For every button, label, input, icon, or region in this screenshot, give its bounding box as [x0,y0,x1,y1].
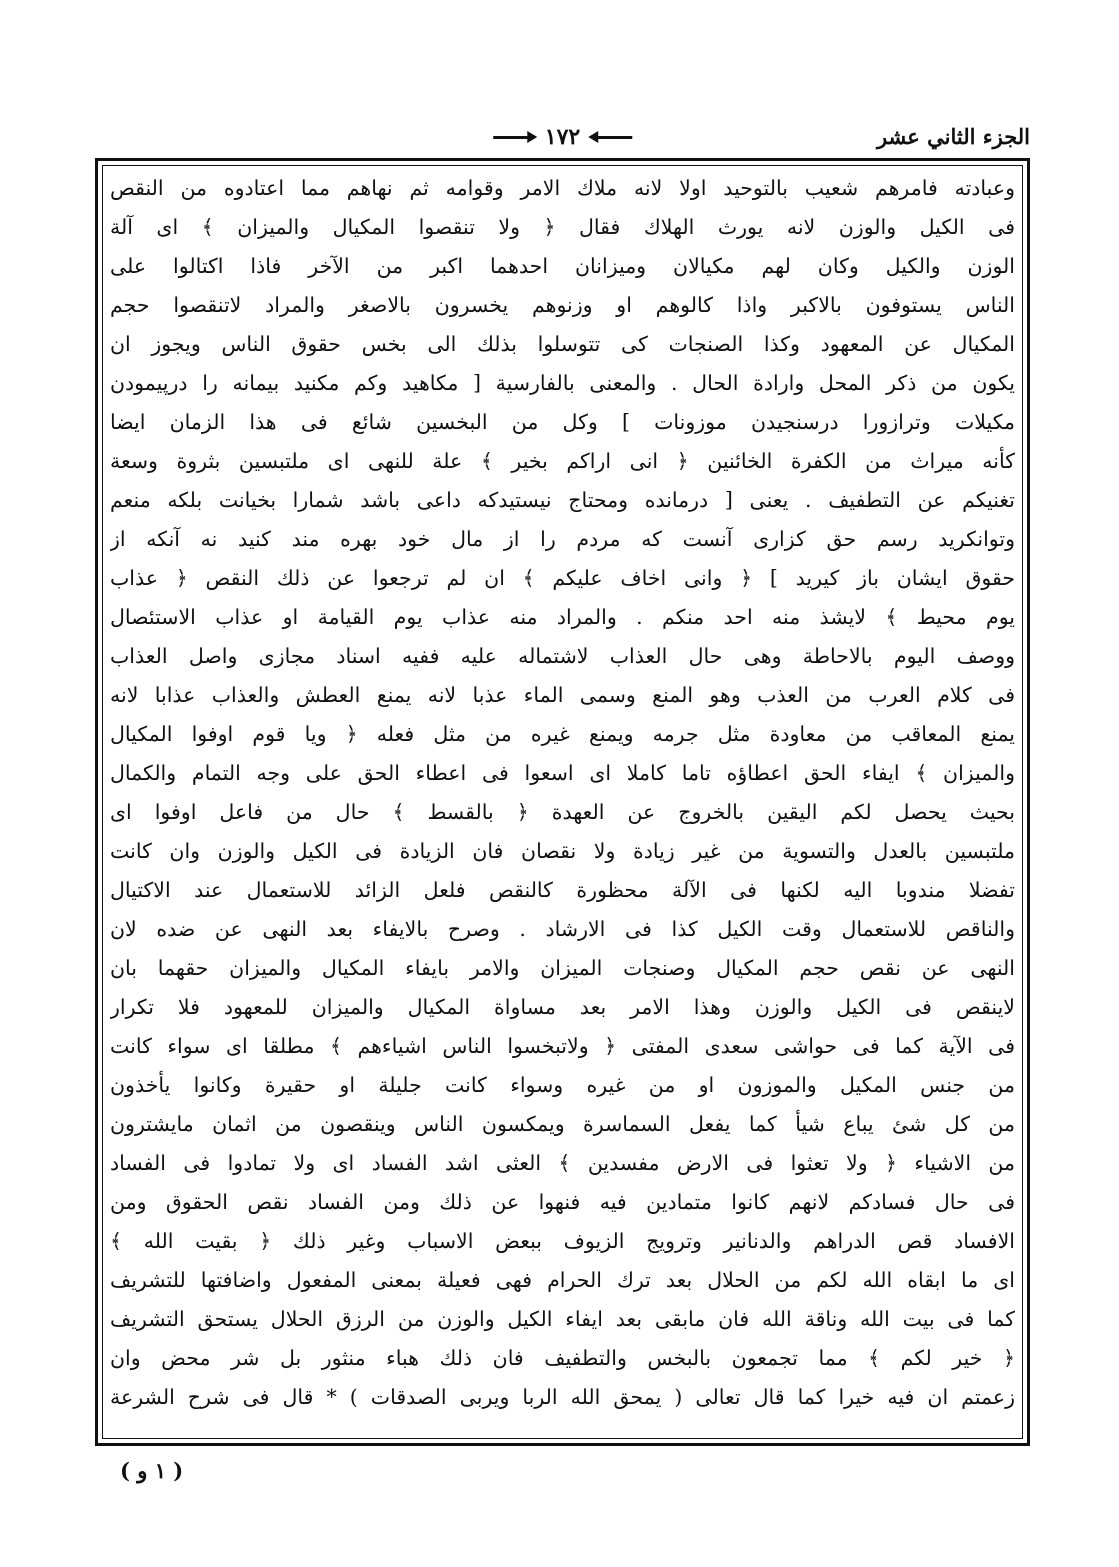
text-line: فى الآية كما فى حواشى سعدى المفتى ﴿ ولاتبخسوا الناس اشياءهم ﴾ مطلقا اى سواء كانت [110,1034,1015,1058]
text-line: يمنع المعاقب من معاودة مثل جرمه ويمنع غيره من مثل فعله ﴿ ويا قوم اوفوا المكيال [110,722,1015,746]
text-line: والميزان ﴾ ايفاء الحق اعطاؤه تاما كاملا اى اسعوا فى اعطاء الحق على وجه التمام والكمال [110,761,1015,785]
text-line: ملتبسين بالعدل والتسوية من غير زيادة ولا نقصان فان الزيادة فى الكيل والوزن وان كانت [110,839,1015,863]
text-line: فى حال فسادكم لانهم كانوا متمادين فيه فنهوا عن ذلك ومن الفساد نقص الحقوق ومن [110,1190,1015,1214]
text-line: كما فى بيت الله وناقة الله فان مابقى بعد ايفاء الكيل والوزن من الرزق الحلال يستحق التشريف [110,1307,1015,1331]
text-line: فى كلام العرب من العذب وهو المنع وسمى الماء عذبا لانه يمنع العطش والعذاب عذابا لانه [110,683,1015,707]
text-line: من كل شئ يباع شيأ كما يفعل السماسرة ويمكسون الناس وينقصون من اثمان مايشترون [110,1112,1015,1136]
text-line: حقوق ايشان باز كيريد ] ﴿ وانى اخاف عليكم ﴾ ان لم ترجعوا عن ذلك النقص ﴿ عذاب [110,566,1015,590]
text-line: تغنيكم عن التطفيف . يعنى [ درمانده ومحتاج نيستيدكه داعى باشد شمارا بخيانت بلكه منعم [110,488,1015,512]
text-line: فى الكيل والوزن لانه يورث الهلاك فقال ﴿ ولا تنقصوا المكيال والميزان ﴾ اى آلة [110,215,1015,239]
text-line: اى ما ابقاه الله لكم من الحلال بعد ترك الحرام فهى فعيلة بمعنى المفعول واضافتها للتشريف [110,1268,1015,1292]
text-line: زعمتم ان فيه خيرا كما قال تعالى ( يمحق الله الربا ويربى الصدقات ) * قال فى شرح الشرعة [110,1385,1015,1409]
text-line: ﴿ خير لكم ﴾ مما تجمعون بالبخس والتطفيف فان ذلك هباء منثور بل شر محض وان [110,1346,1015,1370]
text-line: الوزن والكيل وكان لهم مكيالان وميزانان احدهما اكبر من الآخر فاذا اكتالوا على [110,254,1015,278]
text-line: من الاشياء ﴿ ولا تعثوا فى الارض مفسدين ﴾ العثى اشد الفساد اى ولا تمادوا فى الفساد [110,1151,1015,1175]
text-line: مكيلات وترازورا درسنجيدن موزونات ] وكل من البخسين شائع فى هذا الزمان ايضا [110,410,1015,434]
text-line: النهى عن نقص حجم المكيال وصنجات الميزان والامر بايفاء المكيال والميزان حقهما بان [110,956,1015,980]
ornament-right-icon [592,132,632,142]
signature-mark: ( ١ و ) [120,1458,184,1483]
text-line: يكون من ذكر المحل وارادة الحال . والمعنى بالفارسية [ مكاهيد وكم مكنيد بيمانه را درپيمودن [110,371,1015,395]
text-line: المكيال عن المعهود وكذا الصنجات كى تتوسلوا بذلك الى بخس حقوق الناس ويجوز ان [110,332,1015,356]
text-line: الناس يستوفون بالاكبر واذا كالوهم او وزنوهم يخسرون بالاصغر والمراد لاتنقصوا حجم [110,293,1015,317]
text-line: تفضلا مندوبا اليه لكنها فى الآلة محظورة كالنقص فلعل الزائد للاستعمال عند الاكتيال [110,878,1015,902]
page-header [95,118,1030,158]
body-text [110,169,1015,1417]
text-line: كأنه ميراث من الكفرة الخائنين ﴿ انى اراكم بخير ﴾ علة للنهى اى ملتبسين بثروة وسعة [110,449,1015,473]
ornament-left-icon [493,132,533,142]
text-frame [95,158,1030,1446]
text-line: الافساد قص الدراهم والدنانير وترويج الزيوف ببعض الاسباب وغير ذلك ﴿ بقيت الله ﴾ [110,1229,1015,1253]
text-line: لاينقص فى الكيل والوزن وهذا الامر بعد مساواة المكيال والميزان للمعهود فلا تكرار [110,995,1015,1019]
page-number-block [493,124,632,150]
text-line: يوم محيط ﴾ لايشذ منه احد منكم . والمراد منه عذاب يوم القيامة او عذاب الاستئصال [110,605,1015,629]
text-line: من جنس المكيل والموزون او من غيره وسواء كانت جليلة او حقيرة وكانوا يأخذون [110,1073,1015,1097]
text-line: وتوانكريد رسم حق كزارى آنست كه مردم را از مال خود بهره مند كنيد نه آنكه از [110,527,1015,551]
text-line: والناقص للاستعمال وقت الكيل كذا فى الارشاد . وصرح بالايفاء بعد النهى عن ضده لان [110,917,1015,941]
text-line: بحيث يحصل لكم اليقين بالخروج عن العهدة ﴿ بالقسط ﴾ حال من فاعل اوفوا اى [110,800,1015,824]
text-line: وعبادته فامرهم شعيب بالتوحيد اولا لانه ملاك الامر وقوامه ثم نهاهم مما اعتادوه من النقص [110,176,1015,200]
text-line: ووصف اليوم بالاحاطة وهى حال العذاب لاشتماله عليه ففيه اسناد مجازى واصل العذاب [110,644,1015,668]
running-head: الجزء الثاني عشر [876,124,1030,149]
page-number: ١٧٢ [544,124,581,150]
